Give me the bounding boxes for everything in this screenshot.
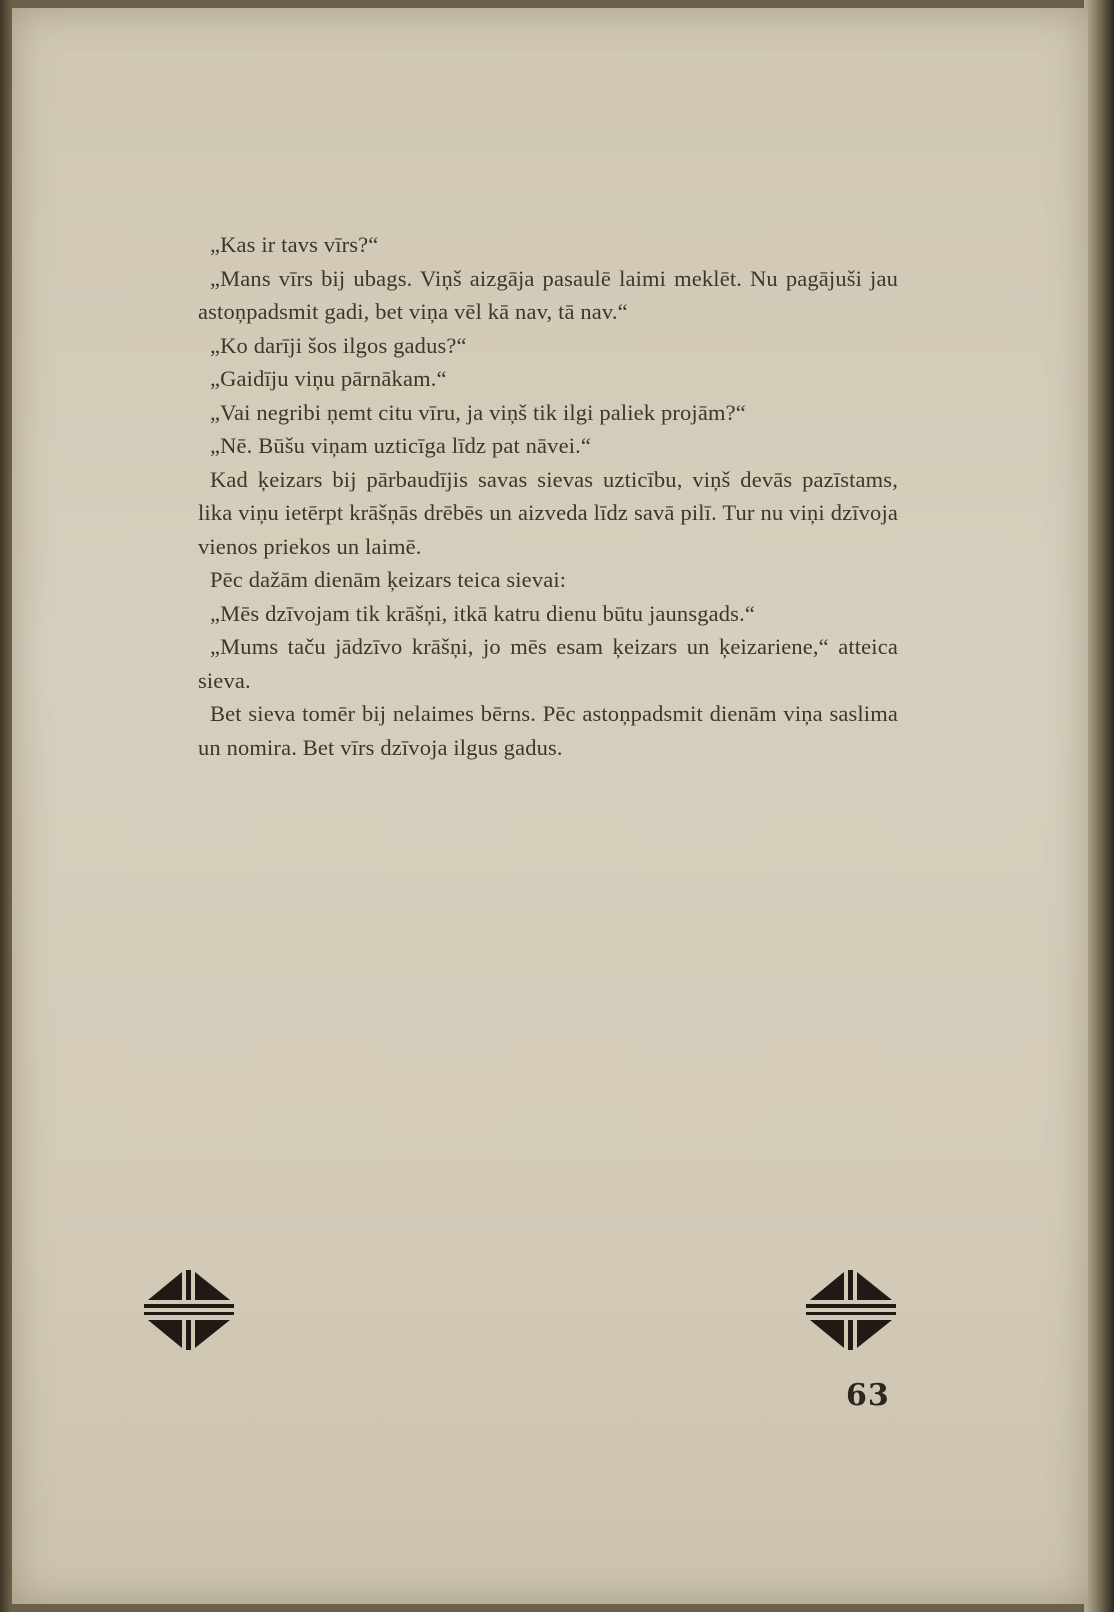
paragraph: „Mēs dzīvojam tik krāšņi, itkā katru dienu būtu jaunsgads.“ [210, 600, 755, 626]
paragraph: Kad ķeizars bij pārbaudījis savas sievas uzticību, viņš devās pazīstams, lika viņu ietērpt krāšņās drēbēs un aizveda līdz savā pilī. Tur nu viņi dzīvoja vienos priekos un laimē. [198, 466, 898, 559]
paragraph: Bet sieva tomēr bij nelaimes bērns. Pēc astoņpadsmit dienām viņa saslima un nomira. Bet vīrs dzīvoja ilgus gadus. [198, 701, 898, 760]
paragraph: „Nē. Būšu viņam uzticīga līdz pat nāvei.“ [210, 433, 592, 458]
paragraph: „Mums taču jādzīvo krāšņi, jo mēs esam ķeizars un ķeizariene,“ atteica sieva. [198, 634, 898, 693]
paragraph: „Kas ir tavs vīrs?“ [210, 232, 379, 257]
ornament-icon [806, 1266, 896, 1352]
paragraph: Pēc dažām dienām ķeizars teica sievai: [210, 567, 567, 592]
book-spine-edge [1084, 0, 1114, 1612]
body-text [198, 228, 898, 764]
paragraph: „Vai negribi ņemt citu vīru, ja viņš tik ilgi paliek projām?“ [210, 399, 746, 425]
ornament-icon [144, 1266, 234, 1352]
page-number: 63 [846, 1378, 890, 1413]
paragraph: „Mans vīrs bij ubags. Viņš aizgāja pasaulē laimi meklēt. Nu pagājuši jau astoņpadsmit gadi, bet viņa vēl kā nav, tā nav.“ [198, 265, 898, 324]
paragraph: „Ko darīji šos ilgos gadus?“ [210, 332, 467, 358]
paragraph: „Gaidīju viņu pārnākam.“ [210, 366, 447, 391]
